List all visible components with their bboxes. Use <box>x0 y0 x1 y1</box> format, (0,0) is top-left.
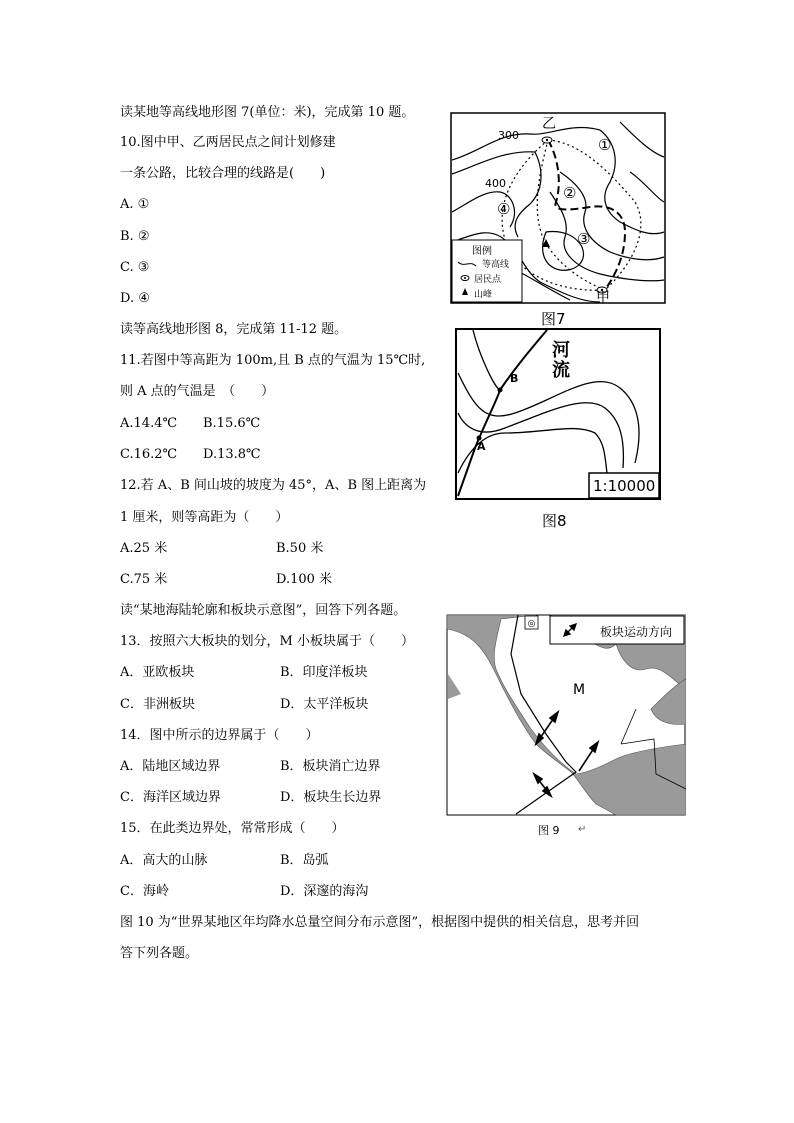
return-mark: ↵ <box>578 824 587 835</box>
contour-label-400: 400 <box>485 177 506 190</box>
question-10-line1: 10.图中甲、乙两居民点之间计划修建 <box>120 135 336 150</box>
figure-8-caption: 图8 <box>542 512 567 530</box>
q13-option-b: B．印度洋板块 <box>280 665 368 680</box>
question-12-line1: 12.若 A、B 间山坡的坡度为 45°，A、B 图上距离为 <box>120 478 427 493</box>
contour-label-300: 300 <box>498 129 519 142</box>
label-yi: 乙 <box>542 116 556 132</box>
q12-option-c: C.75 米 <box>120 572 168 587</box>
question-13: 13．按照六大板块的划分，M 小板块属于（ ） <box>120 634 414 649</box>
q11-option-b: B.15.6℃ <box>203 416 261 431</box>
point-b-label: B <box>510 372 519 385</box>
figure-7-caption: 图7 <box>541 310 566 328</box>
river-label-2: 流 <box>552 360 570 381</box>
legend-peak: 山峰 <box>474 290 493 300</box>
q14-option-b: B．板块消亡边界 <box>280 759 381 774</box>
intro-fig10-line2: 答下列各题。 <box>120 946 199 961</box>
question-15: 15．在此类边界处，常常形成（ ） <box>120 821 345 836</box>
question-14: 14．图中所示的边界属于（ ） <box>120 728 319 743</box>
q13-option-c: C．非洲板块 <box>120 697 195 712</box>
intro-fig10-line1: 图 10 为“世界某地区年均降水总量空间分布示意图”，根据图中提供的相关信息，思考并回 <box>120 915 640 930</box>
q10-option-b: B. ② <box>120 229 150 244</box>
q15-option-b: B．岛弧 <box>280 853 329 868</box>
q14-option-a: A．陆地区域边界 <box>120 759 221 774</box>
question-10-line2: 一条公路，比较合理的线路是( ) <box>120 166 326 181</box>
figure-7-contour-map <box>450 112 666 304</box>
intro-fig7: 读某地等高线地形图 7(单位：米)，完成第 10 题。 <box>120 105 415 120</box>
river-label-1: 河 <box>552 340 570 361</box>
figure-9-caption: 图 9 <box>538 824 560 837</box>
q14-option-d: D．板块生长边界 <box>280 790 382 805</box>
legend-title: 图例 <box>472 246 492 257</box>
q15-option-c: C．海岭 <box>120 884 169 899</box>
q13-option-d: D．太平洋板块 <box>280 697 369 712</box>
q14-option-c: C．海洋区域边界 <box>120 790 221 805</box>
figure-8-contour-map <box>455 328 661 500</box>
question-11-line2: 则 A 点的气温是 （ ） <box>120 384 275 399</box>
route-label-4: ④ <box>497 200 511 218</box>
q10-option-a: A. ① <box>120 197 150 212</box>
q11-option-a: A.14.4℃ <box>120 416 178 431</box>
q13-option-a: A．亚欧板块 <box>120 665 195 680</box>
route-label-1: ① <box>598 136 612 154</box>
q12-option-a: A.25 米 <box>120 541 168 556</box>
scale-label: 1:10000 <box>593 477 656 495</box>
plate-label-m: M <box>573 682 586 698</box>
label-jia: 甲 <box>596 290 610 306</box>
svg-text:◎: ◎ <box>527 619 536 629</box>
q12-option-d: D.100 米 <box>276 572 333 587</box>
point-a-label: A <box>477 440 486 453</box>
figure-9-plate-map <box>446 614 686 816</box>
route-label-3: ③ <box>577 230 591 248</box>
q15-option-a: A．高大的山脉 <box>120 853 208 868</box>
question-12-line2: 1 厘米，则等高距为（ ） <box>120 510 289 525</box>
q10-option-c: C. ③ <box>120 260 150 275</box>
intro-fig8: 读等高线地形图 8，完成第 11-12 题。 <box>120 322 348 337</box>
intro-fig9: 读“某地海陆轮廓和板块示意图”，回答下列各题。 <box>120 603 407 618</box>
q12-option-b: B.50 米 <box>276 541 324 556</box>
legend-settlement: 居民点 <box>474 275 502 285</box>
legend-plate-motion: 板块运动方向 <box>600 625 673 639</box>
q15-option-d: D．深邃的海沟 <box>280 884 369 899</box>
q11-option-d: D.13.8℃ <box>203 447 261 462</box>
q10-option-d: D. ④ <box>120 291 150 306</box>
legend-contour: 等高线 <box>482 260 510 270</box>
question-11-line1: 11.若图中等高距为 100m,且 B 点的气温为 15℃时, <box>120 353 426 368</box>
q11-option-c: C.16.2℃ <box>120 447 178 462</box>
route-label-2: ② <box>563 184 577 202</box>
